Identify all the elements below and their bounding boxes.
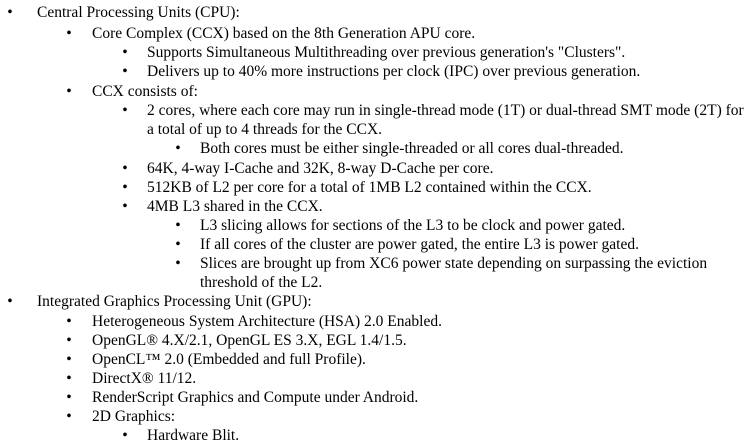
bullet-icon: • <box>66 313 72 330</box>
list-item-text: 64K, 4-way I-Cache and 32K, 8-way D-Cache per core. <box>147 160 494 177</box>
bullet-icon: • <box>122 160 128 177</box>
bullet-icon: • <box>122 102 128 119</box>
bullet-icon: • <box>175 140 181 157</box>
list-item-text: Core Complex (CCX) based on the 8th Generation APU core. <box>92 25 476 42</box>
bullet-icon: • <box>66 389 72 406</box>
bullet-icon: • <box>122 63 128 80</box>
list-item-text: Hardware Blit. <box>147 427 240 444</box>
bullet-icon: • <box>7 4 13 21</box>
bullet-icon: • <box>175 236 181 253</box>
list-item-text: If all cores of the cluster are power gated, the entire L3 is power gated. <box>200 236 639 253</box>
list-item-text: Supports Simultaneous Multithreading over previous generation's "Clusters". <box>147 44 626 61</box>
list-item-text: Delivers up to 40% more instructions per clock (IPC) over previous generation. <box>147 63 641 80</box>
list-item-text: Central Processing Units (CPU): <box>37 4 240 21</box>
list-item-text: 2 cores, where each core may run in single-thread mode (1T) or dual-thread SMT mode (2T) for a total of up to 4 threads for the CCX. <box>147 102 744 138</box>
list-item-text: OpenCL™ 2.0 (Embedded and full Profile). <box>92 351 366 368</box>
list-item-text: Both cores must be either single-threaded or all cores dual-threaded. <box>200 140 624 157</box>
list-item-text: Integrated Graphics Processing Unit (GPU): <box>37 293 312 310</box>
bullet-icon: • <box>66 370 72 387</box>
list-item-text: CCX consists of: <box>92 83 198 100</box>
bullet-icon: • <box>66 351 72 368</box>
bullet-icon: • <box>66 83 72 100</box>
list-item-text: 512KB of L2 per core for a total of 1MB L2 contained within the CCX. <box>147 179 592 196</box>
list-item-text: L3 slicing allows for sections of the L3 to be clock and power gated. <box>200 217 626 234</box>
list-item-text: OpenGL® 4.X/2.1, OpenGL ES 3.X, EGL 1.4/1.5. <box>92 332 407 349</box>
list-item-text: RenderScript Graphics and Compute under Android. <box>92 389 419 406</box>
bullet-icon: • <box>122 198 128 215</box>
bullet-icon: • <box>66 332 72 349</box>
bullet-icon: • <box>122 179 128 196</box>
list-item-text: 2D Graphics: <box>92 408 176 425</box>
list-item-text: DirectX® 11/12. <box>92 370 197 387</box>
list-item-text: Heterogeneous System Architecture (HSA) 2.0 Enabled. <box>92 313 442 330</box>
bullet-icon: • <box>175 217 181 234</box>
bullet-icon: • <box>66 25 72 42</box>
bullet-icon: • <box>66 408 72 425</box>
bullet-icon: • <box>122 427 128 444</box>
bullet-icon: • <box>122 44 128 61</box>
list-item-text: 4MB L3 shared in the CCX. <box>147 198 323 215</box>
list-item-text: Slices are brought up from XC6 power state depending on surpassing the eviction threshold of the L2. <box>200 255 708 291</box>
bullet-icon: • <box>175 255 181 272</box>
bullet-icon: • <box>7 293 13 310</box>
